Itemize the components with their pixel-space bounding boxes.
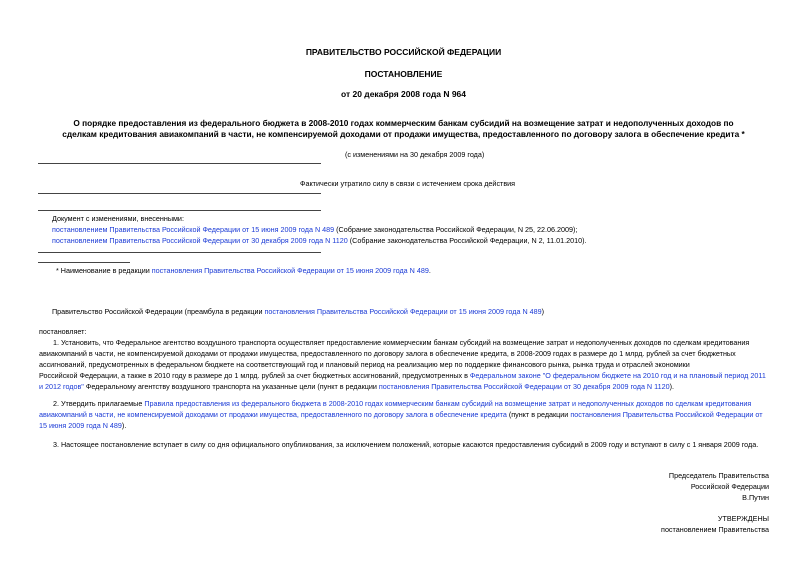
resolution-489-link-cont[interactable]: 15 июня 2009 года N 489 — [39, 421, 122, 430]
signature-block — [669, 470, 769, 503]
amendment-link-1[interactable]: постановлением Правительства Российской Федерации от 15 июня 2009 года N 489 — [52, 225, 335, 234]
preamble — [52, 306, 544, 317]
document-type: ПОСТАНОВЛЕНИЕ — [364, 69, 443, 79]
preamble-suffix: ) — [541, 307, 545, 316]
footnote-suffix: . — [428, 266, 431, 275]
changes-note: (с изменениями на 30 декабря 2009 года) — [345, 150, 485, 159]
amendment-source-1: (Собрание законодательства Российской Федерации, N 25, 22.06.2009); — [334, 225, 578, 234]
footnote — [56, 265, 431, 276]
divider — [38, 252, 321, 253]
divider — [38, 210, 321, 211]
signature-org: Российской Федерации — [690, 482, 769, 491]
decides-label: постановляет: — [39, 327, 87, 336]
rules-link-cont[interactable]: авиакомпаний в части, не компенсируемой доходами от продажи имущества, предоставленного по договору залога в обеспечение кредита — [39, 410, 507, 419]
p2-text: ). — [121, 421, 127, 430]
amendment-item-1 — [52, 224, 577, 235]
p1-line: ассигнований, предусмотренных в федеральном бюджете на соответствующий год и плановый период на реализацию мер по поддержке финансового рынка, рынка труда и отраслей экономики — [39, 360, 690, 369]
p1-text: Российской Федерации, а также в 2010 году в размере до 1 млрд. рублей за счет бюджетных ассигнований, предусмотренных в — [39, 371, 470, 380]
document-date-number: от 20 декабря 2008 года N 964 — [340, 89, 467, 99]
signature-name: В.Путин — [742, 493, 769, 502]
title-line-1: О порядке предоставления из федерального бюджета в 2008-2010 годах коммерческим банкам субсидий на возмещение затрат и недополученных доходов по — [73, 118, 734, 128]
footnote-divider — [38, 262, 130, 263]
amendment-item-2 — [52, 235, 586, 246]
signature-title: Председатель Правительства — [668, 471, 769, 480]
preamble-text: Правительство Российской Федерации (преамбула в редакции — [52, 307, 265, 316]
paragraph-1 — [39, 337, 771, 392]
p1-text: ). — [669, 382, 674, 391]
paragraph-2 — [39, 398, 771, 431]
amendments-intro: Документ с изменениями, внесенными: — [52, 214, 184, 223]
p2-text: 2. Утвердить прилагаемые — [53, 399, 145, 408]
p1-text: Федеральному агентству воздушного транспорта на указанные цели (пункт в редакции — [83, 382, 379, 391]
lost-force-note: Фактически утратило силу в связи с истечением срока действия — [300, 179, 516, 188]
footnote-link[interactable]: постановления Правительства Российской Федерации от 15 июня 2009 года N 489 — [151, 266, 429, 275]
approved-by: постановлением Правительства — [661, 525, 769, 534]
amendment-link-2[interactable]: постановлением Правительства Российской Федерации от 30 декабря 2009 года N 1120 — [52, 236, 348, 245]
divider — [38, 163, 321, 164]
p2-text: (пункт в редакции — [506, 410, 571, 419]
p2-line — [39, 420, 771, 431]
p2-line — [39, 409, 771, 420]
footnote-prefix: * Наименование в редакции — [56, 266, 152, 275]
approved-label: УТВЕРЖДЕНЫ — [717, 514, 769, 523]
federal-law-link-cont[interactable]: и 2012 годов" — [39, 382, 84, 391]
p2-line — [39, 398, 771, 409]
preamble-link[interactable]: постановления Правительства Российской Федерации от 15 июня 2009 года N 489 — [264, 307, 542, 316]
rules-link[interactable]: Правила предоставления из федерального бюджета в 2008-2010 годах коммерческим банкам субсидий на возмещение затрат и недополученных доходов по сделкам кредитования — [144, 399, 752, 408]
p1-line: авиакомпаний в части, не компенсируемой доходами от продажи имущества, предоставленного по договору залога в обеспечение кредита, в 2008-2009 годах в размере до 1 млрд. рублей за счет бюджетных — [39, 349, 736, 358]
resolution-1120-link[interactable]: постановления Правительства Российской Федерации от 30 декабря 2009 года N 1120 — [378, 382, 670, 391]
paragraph-3: 3. Настоящее постановление вступает в силу со дня официального опубликования, за исключением положений, которые касаются предоставления субсидий в 2009 году и вступают в силу с 1 января 2009 года. — [53, 440, 759, 449]
p1-line: 1. Установить, что Федеральное агентство воздушного транспорта осуществляет предоставление коммерческим банкам субсидий на возмещение затрат и недополученных доходов по сделкам кредитования — [53, 338, 750, 347]
amendment-source-2: (Собрание законодательства Российской Федерации, N 2, 11.01.2010). — [347, 236, 587, 245]
federal-law-link[interactable]: Федеральном законе "О федеральном бюджете на 2010 год и на плановый период 2011 — [469, 371, 766, 380]
title-line-2: сделкам кредитования авиакомпаний в части, не компенсируемой доходами от продажи имущества, предоставленного по договору залога в обеспечение кредита * — [62, 129, 745, 139]
p1-line — [39, 381, 771, 392]
approved-block — [661, 513, 769, 535]
document-title — [0, 118, 807, 140]
divider — [38, 193, 321, 194]
government-name: ПРАВИТЕЛЬСТВО РОССИЙСКОЙ ФЕДЕРАЦИИ — [305, 47, 502, 57]
p1-line — [39, 370, 771, 381]
resolution-489-link[interactable]: постановления Правительства Российской Федерации от — [570, 410, 763, 419]
